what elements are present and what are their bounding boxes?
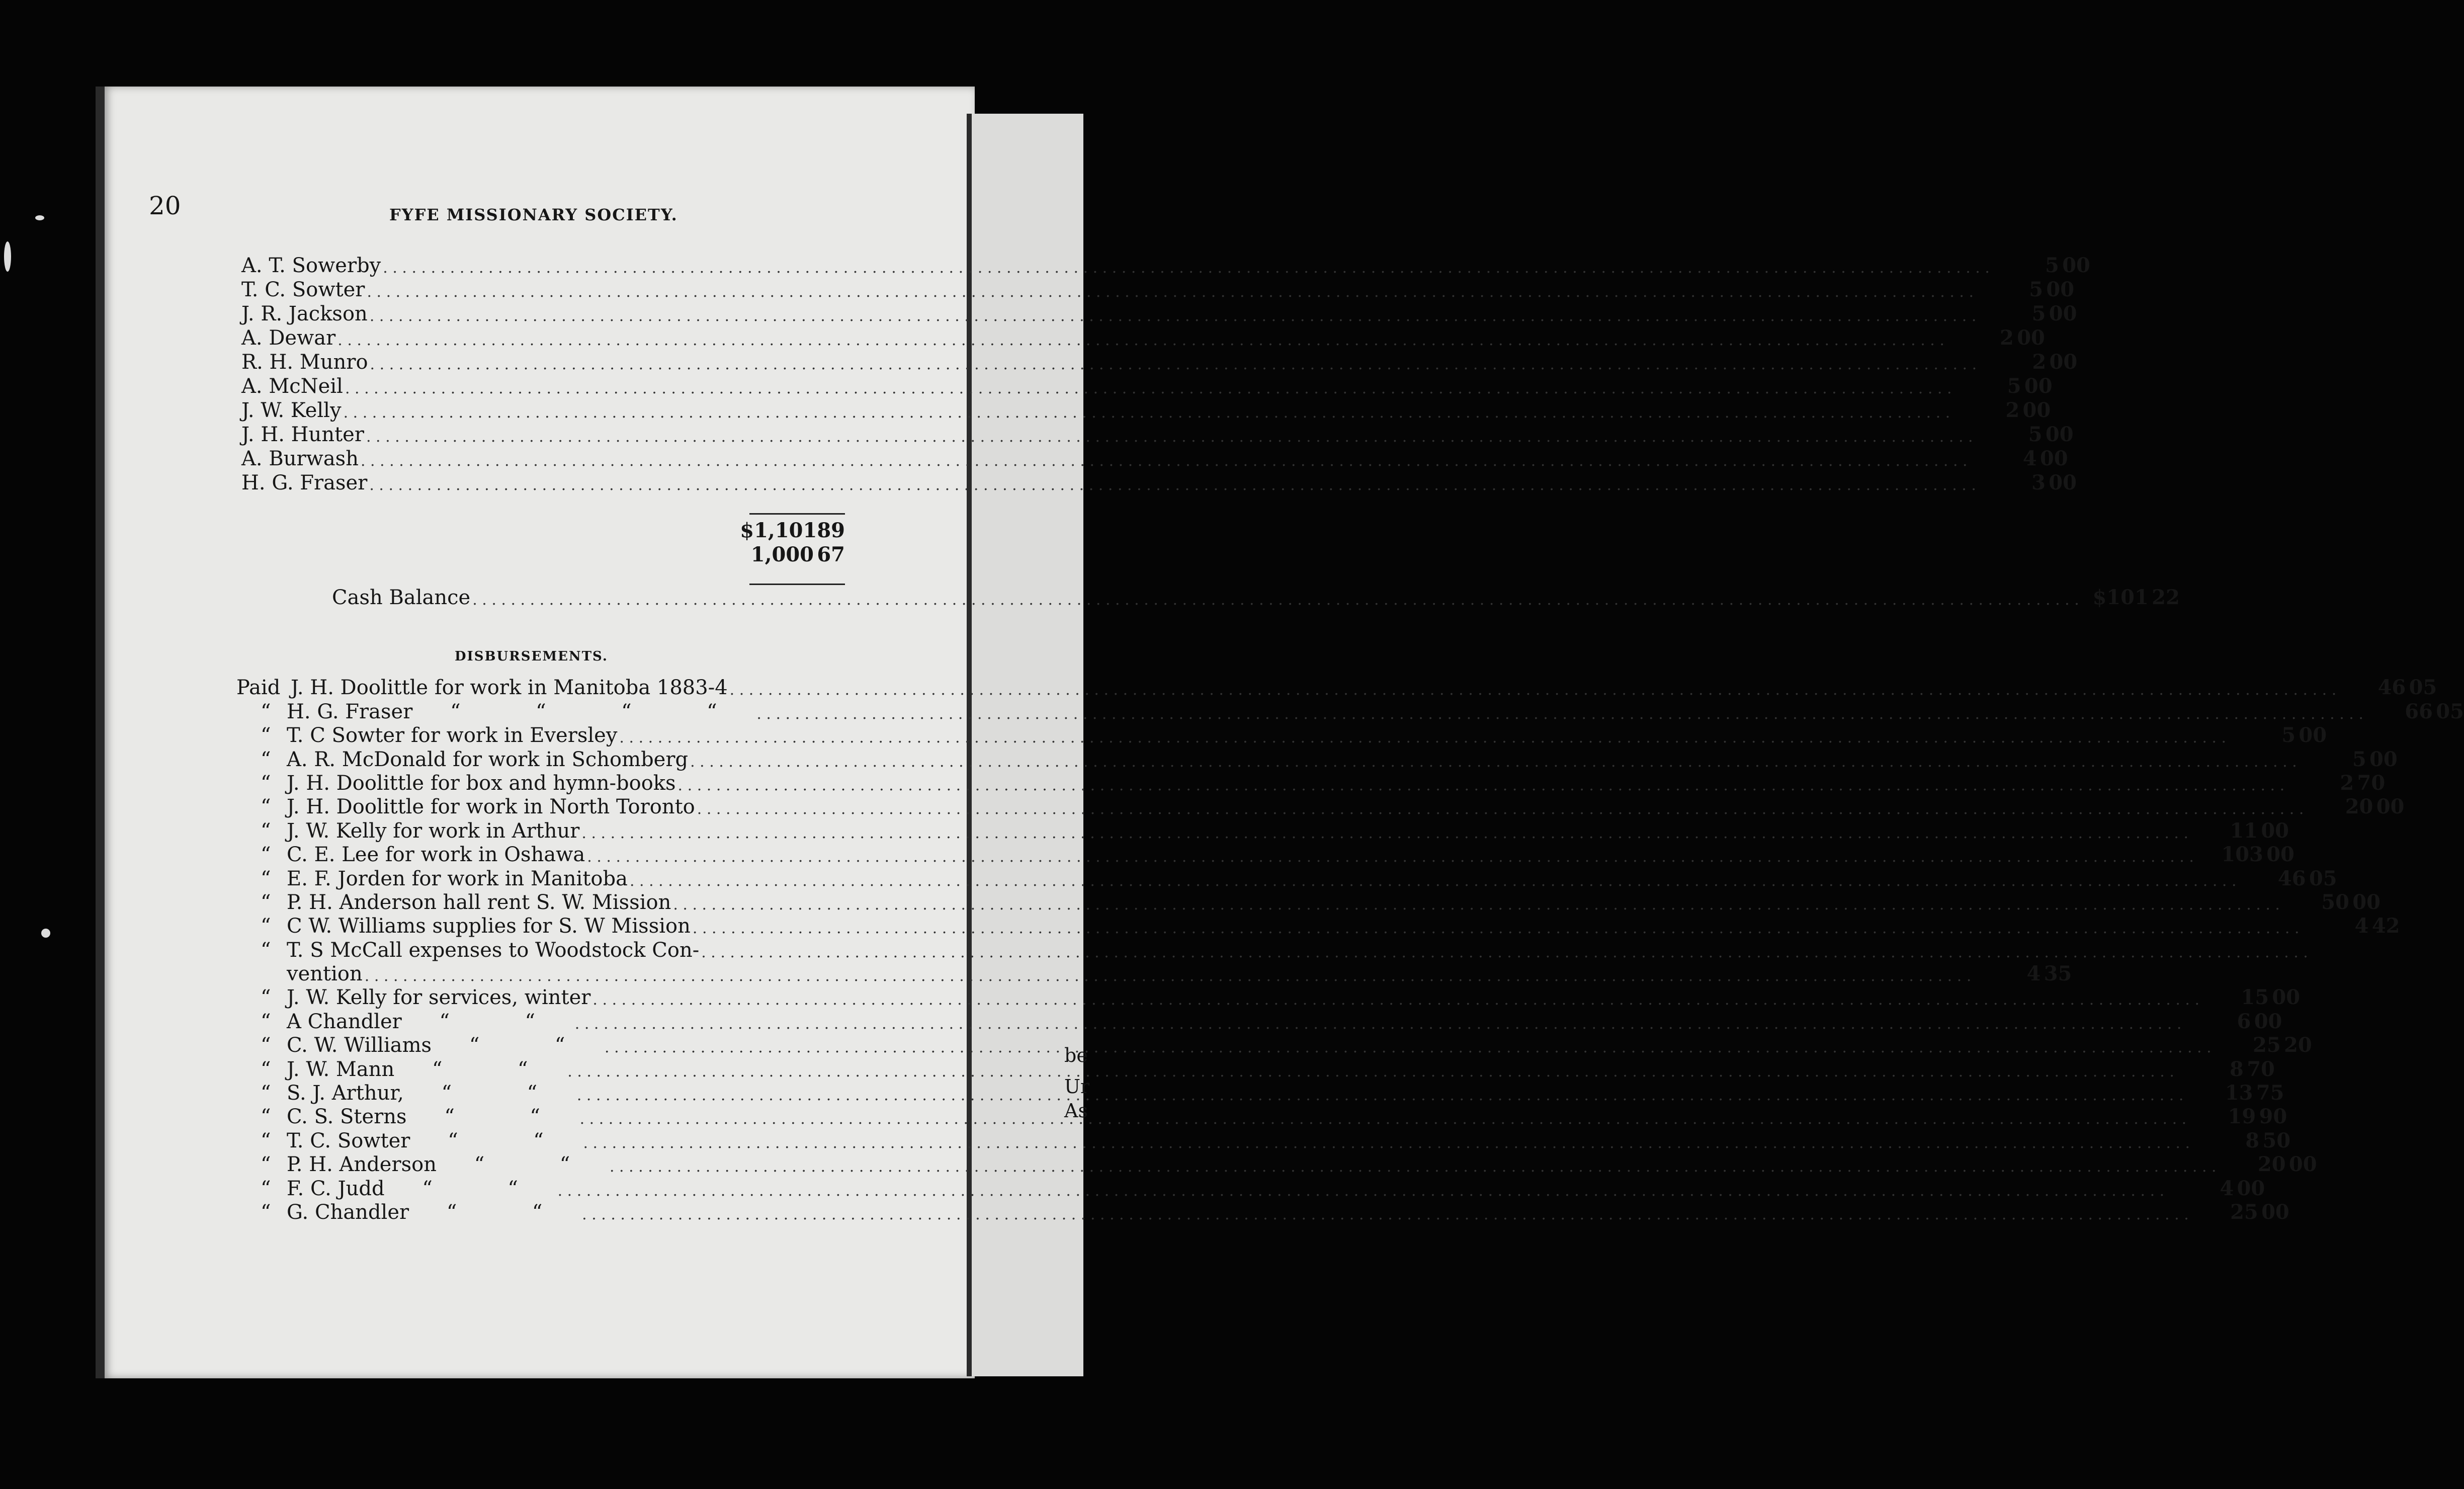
disbursement-description: vention (287, 962, 363, 986)
amount-dollars: 3 (2031, 471, 2046, 494)
leader-dots (364, 430, 1973, 445)
ditto-mark: “ (621, 700, 632, 723)
ditto-mark: “ (261, 915, 271, 938)
disbursement-row (236, 1127, 2291, 1152)
ditto-mark: “ (261, 1010, 271, 1033)
ditto-marks (432, 1035, 603, 1055)
amount-dollars: 50 (2321, 890, 2349, 914)
contributor-name: R. H. Munro (241, 351, 368, 374)
ditto-mark: “ (261, 1105, 271, 1129)
amount-dollars: 5 (2028, 423, 2043, 446)
disbursement-amount (2199, 987, 2300, 1008)
disbursement-row (236, 841, 2295, 867)
amount-cents: 00 (2254, 1009, 2282, 1033)
disbursement-description: J. W. Mann (287, 1057, 395, 1081)
amount-cents: 75 (2256, 1081, 2284, 1105)
ditto-mark: “ (261, 819, 271, 843)
leader-dots (470, 593, 2079, 608)
amount-cents: 00 (2024, 374, 2053, 398)
disbursement-amount (2174, 1059, 2275, 1080)
disbursed-total-cents: 67 (817, 543, 845, 566)
ditto-mark: “ (261, 1129, 271, 1152)
leader-dots (578, 1112, 2187, 1127)
disbursement-row (236, 865, 2337, 890)
disbursement-row (236, 889, 2381, 914)
ditto-mark: “ (422, 1177, 433, 1200)
disbursements-heading: DISBURSEMENTS. (455, 649, 608, 664)
amount-dollars: 4 (2026, 962, 2041, 986)
cash-balance-amount (2079, 588, 2180, 608)
disbursement-amount (2363, 699, 2464, 723)
amount-dollars: 103 (2221, 843, 2263, 867)
cash-balance-row (332, 584, 2180, 609)
disbursement-description: A. R. McDonald for work in Schomberg (287, 748, 689, 771)
ditto-mark: “ (439, 1010, 450, 1033)
leader-dots (343, 381, 1952, 396)
receipt-row (241, 324, 2045, 350)
ditto-marks (410, 1131, 581, 1151)
ditto-mark: “ (261, 890, 271, 914)
amount-cents: 00 (2022, 398, 2051, 422)
amount-cents: 90 (2259, 1105, 2287, 1129)
receipt-row (241, 469, 2077, 494)
contributor-name: T. C. Sowter (241, 278, 365, 301)
disbursement-amount (2237, 866, 2337, 890)
ditto-marks (402, 1012, 573, 1032)
ditto-mark: “ (261, 700, 271, 723)
ditto-mark: “ (446, 1200, 457, 1224)
amount-cents: 20 (2283, 1033, 2312, 1057)
ditto-mark: “ (530, 1105, 540, 1129)
amount-cents: 00 (2049, 350, 2078, 374)
disbursement-amount (2181, 1009, 2282, 1033)
leader-dots (565, 1064, 2174, 1080)
amount-dollars: 5 (2029, 278, 2044, 301)
ditto-marks (385, 1179, 556, 1199)
amount-cents: 00 (2049, 302, 2077, 325)
facing-page-fragment: be (1064, 1044, 1088, 1066)
leader-dots (368, 309, 1977, 324)
ditto-mark: “ (261, 843, 271, 867)
amount-dollars: 2 (2032, 350, 2047, 374)
receipt-amount (1977, 352, 2077, 372)
ditto-mark: “ (261, 1177, 271, 1200)
disbursement-amount (2183, 1083, 2284, 1103)
ditto-marks (404, 1083, 575, 1103)
disbursement-amount (2226, 725, 2327, 746)
ditto-mark: “ (559, 1153, 570, 1177)
ditto-mark: “ (261, 1082, 271, 1105)
amount-dollars: 5 (2031, 302, 2046, 325)
amount-cents: 05 (2436, 699, 2464, 723)
ditto-marks (394, 1059, 565, 1080)
ditto-mark: “ (533, 1129, 544, 1152)
amount-dollars: 5 (2281, 723, 2296, 748)
amount-dollars: 19 (2228, 1105, 2256, 1129)
disbursement-row (236, 1080, 2284, 1105)
amount-cents: 00 (2237, 1176, 2265, 1200)
disbursement-amount (2212, 1035, 2312, 1055)
leader-dots (359, 454, 1968, 469)
leader-dots (335, 333, 1944, 348)
disbursement-row (236, 1199, 2289, 1224)
leader-dots (580, 1207, 2189, 1222)
ditto-mark: “ (261, 748, 271, 771)
leader-dots (579, 826, 2188, 841)
disbursement-row (236, 746, 2398, 771)
amount-dollars: 46 (2377, 676, 2406, 700)
receipt-row (241, 276, 2075, 301)
amount-cents: 70 (2247, 1057, 2275, 1081)
amount-cents: 00 (2352, 890, 2381, 914)
amount-dollars: 2 (2000, 326, 2014, 350)
disbursement-description: T. C Sowter for work in Eversley (287, 724, 618, 748)
receipt-amount (1952, 376, 2053, 396)
leader-dots (363, 969, 1972, 984)
disbursement-description: H. G. Fraser (287, 700, 413, 723)
amount-dollars: 66 (2405, 699, 2433, 723)
disbursement-amount (2217, 1154, 2317, 1175)
disbursement-description: A Chandler (287, 1010, 402, 1033)
leader-dots (699, 945, 2308, 960)
receipt-amount (1968, 449, 2068, 469)
amount-cents: 50 (2262, 1128, 2291, 1152)
contributor-name: H. G. Fraser (241, 471, 368, 494)
ditto-mark: “ (450, 700, 461, 723)
amount-cents: 00 (2040, 447, 2068, 470)
ditto-marks (437, 1154, 608, 1175)
receipts-total (740, 518, 845, 542)
contributor-name: A. Dewar (241, 326, 336, 350)
film-speck (41, 929, 50, 938)
receipts-total-cents: 89 (817, 519, 845, 542)
leader-dots (603, 1040, 2212, 1055)
cash-balance-label: Cash Balance (332, 586, 471, 609)
amount-dollars: 20 (2345, 795, 2373, 819)
disbursement-row (236, 722, 2327, 748)
leader-dots (590, 992, 2199, 1008)
amount-cents: 70 (2357, 771, 2386, 795)
receipt-amount (1976, 304, 2077, 324)
contributor-name: J. W. Kelly (241, 399, 342, 422)
disbursement-amount (2297, 747, 2398, 771)
ditto-mark: “ (536, 700, 546, 723)
disbursement-row (236, 674, 2437, 700)
disbursement-row (236, 770, 2386, 795)
disbursement-amount (2189, 1202, 2289, 1222)
ditto-mark: “ (532, 1200, 543, 1224)
disbursement-row (236, 960, 2072, 986)
disbursement-description: P. H. Anderson (287, 1153, 437, 1177)
ditto-mark: “ (261, 938, 271, 962)
disbursement-amount (2280, 892, 2381, 913)
disbursement-description: J. H. Doolittle for box and hymn-books (287, 771, 676, 795)
disbursement-amount (2284, 773, 2385, 793)
leader-dots (585, 850, 2194, 865)
ditto-marks (412, 702, 754, 722)
disbursement-row (236, 698, 2464, 723)
leader-dots (342, 405, 1950, 421)
disbursement-row (236, 793, 2405, 819)
running-head: FYFE MISSIONARY SOCIETY. (389, 205, 678, 224)
receipt-row (241, 252, 2090, 277)
disbursement-description: G. Chandler (287, 1200, 409, 1224)
ditto-mark: “ (261, 795, 271, 819)
ditto-mark: “ (261, 867, 271, 890)
disbursement-row (236, 1151, 2317, 1177)
amount-cents: 05 (2309, 866, 2337, 890)
leader-dots (628, 874, 2237, 889)
amount-cents: 00 (2045, 423, 2074, 446)
disbursed-total (749, 542, 845, 566)
paid-label: Paid (236, 676, 281, 700)
page-number: 20 (149, 191, 181, 220)
ditto-mark: “ (261, 771, 271, 795)
ditto-mark: “ (507, 1177, 518, 1200)
amount-dollars: 11 (2230, 818, 2258, 843)
leader-dots (556, 1184, 2165, 1199)
disbursement-row (236, 817, 2289, 843)
disbursement-description: F. C. Judd (287, 1177, 385, 1200)
amount-cents: 00 (2062, 254, 2090, 277)
amount-dollars: 5 (2007, 374, 2021, 398)
ditto-mark: “ (261, 1057, 271, 1081)
ditto-mark: “ (441, 1082, 452, 1105)
contributor-name: A. T. Sowerby (241, 254, 381, 277)
ditto-marks (409, 1202, 580, 1222)
amount-dollars: 8 (2245, 1128, 2260, 1152)
amount-cents: 05 (2409, 676, 2437, 700)
ditto-mark: “ (527, 1082, 538, 1105)
amount-cents: 00 (2272, 985, 2301, 1010)
receipt-amount (1973, 425, 2074, 445)
leader-dots (691, 921, 2300, 936)
ditto-mark: “ (261, 724, 271, 748)
amount-dollars: 20 (2257, 1152, 2286, 1177)
leader-dots (368, 357, 1977, 372)
disbursement-row (236, 984, 2301, 1010)
receipt-row (241, 300, 2077, 325)
disbursement-description: C. E. Lee for work in Oshawa (287, 843, 585, 867)
receipt-row (241, 348, 2078, 374)
disbursement-amount (2164, 1176, 2265, 1200)
ditto-mark: “ (261, 1200, 271, 1224)
ditto-mark: “ (518, 1057, 528, 1081)
amount-dollars: 5 (2045, 254, 2059, 277)
receipt-row (241, 421, 2074, 446)
receipt-row (241, 372, 2053, 398)
facing-page-fragment: Ur (1064, 1076, 1090, 1098)
ditto-mark: “ (525, 1010, 535, 1033)
amount-cents: 00 (2049, 471, 2077, 494)
disbursement-row (236, 1175, 2265, 1200)
ditto-mark: “ (707, 700, 717, 723)
leader-dots (608, 1160, 2217, 1175)
ditto-mark: “ (261, 986, 271, 1010)
receipt-row (241, 445, 2068, 470)
disbursement-amount (2190, 1128, 2291, 1152)
amount-cents: 00 (2046, 278, 2075, 301)
disbursements-list (236, 674, 2464, 1224)
disbursed-total-dollars: 1,000 (750, 543, 814, 566)
leader-dots (695, 802, 2304, 817)
amount-dollars: 25 (2230, 1200, 2258, 1224)
disbursement-description: C W. Williams supplies for S. W Mission (287, 915, 691, 938)
amount-dollars: 4 (2022, 447, 2037, 470)
leader-dots (676, 778, 2285, 793)
amount-dollars: 4 (2220, 1176, 2234, 1200)
amount-cents: 00 (2261, 818, 2289, 843)
amount-dollars: 46 (2277, 866, 2306, 890)
leader-dots (671, 897, 2280, 913)
amount-cents: 00 (2261, 1200, 2289, 1224)
amount-dollars: 15 (2241, 985, 2269, 1010)
disbursement-description: J. W. Kelly for work in Arthur (287, 819, 580, 843)
totals-block (740, 513, 845, 566)
contributor-name: J. H. Hunter (241, 423, 364, 446)
ditto-mark: “ (448, 1129, 458, 1152)
amount-dollars: 25 (2252, 1033, 2281, 1057)
disbursement-row (236, 936, 850, 960)
disbursement-amount (2186, 1107, 2287, 1127)
disbursement-description: J. H. Doolittle for work in North Toronto (287, 795, 695, 819)
amount-dollars: 2 (2340, 771, 2354, 795)
amount-cents: 00 (2266, 843, 2295, 867)
contributor-name: A. Burwash (241, 447, 359, 470)
rule-line (749, 513, 845, 515)
amount-dollars: 2 (2005, 398, 2020, 422)
amount-dollars: 13 (2225, 1081, 2253, 1105)
contributor-name: J. R. Jackson (241, 302, 368, 325)
ditto-mark: “ (261, 1153, 271, 1177)
ditto-mark: “ (474, 1153, 485, 1177)
disbursement-description: T. C. Sowter (287, 1129, 410, 1152)
ditto-mark: “ (444, 1105, 455, 1129)
receipt-amount (1944, 328, 2045, 348)
disbursement-description: S. J. Arthur, (287, 1082, 404, 1105)
leader-dots (617, 730, 2226, 746)
page-header (149, 191, 853, 224)
disbursement-amount (2188, 818, 2289, 843)
disbursement-description: J. H. Doolittle for work in Manitoba 1883-4 (291, 676, 728, 700)
film-speck (35, 215, 44, 220)
amount-cents: 00 (2288, 1152, 2317, 1177)
disbursement-amount (2304, 797, 2404, 817)
amount-cents: 42 (2371, 914, 2400, 938)
disbursement-description: J. W. Kelly for services, winter (287, 986, 591, 1010)
disbursement-amount (1971, 964, 2072, 984)
ditto-mark: “ (469, 1034, 480, 1057)
ditto-mark: “ (554, 1034, 565, 1057)
receipts-total-dollars: $1,101 (740, 519, 817, 542)
leader-dots (754, 707, 2363, 722)
amount-cents: 00 (2017, 326, 2045, 350)
leader-dots (367, 478, 1976, 493)
disbursement-description: C. S. Sterns (287, 1105, 407, 1129)
leader-dots (581, 1136, 2190, 1151)
cash-balance-dollars: $101 (2092, 586, 2149, 609)
receipt-amount (1976, 473, 2077, 493)
facing-page-fragment: As (1064, 1100, 1088, 1122)
disbursement-description: E. F. Jorden for work in Manitoba (287, 867, 628, 890)
leader-dots (688, 755, 2297, 770)
leader-dots (575, 1088, 2184, 1103)
amount-cents: 00 (2369, 747, 2398, 771)
leader-dots (728, 683, 2337, 698)
contributor-name: A. McNeil (241, 375, 343, 398)
amount-cents: 35 (2044, 962, 2072, 986)
receipt-row (241, 396, 2051, 422)
cash-balance-cents: 22 (2152, 586, 2180, 609)
disbursement-amount (2299, 916, 2400, 936)
receipt-amount (1974, 280, 2074, 300)
receipt-amount (1950, 400, 2051, 421)
receipts-list (241, 252, 2090, 494)
disbursement-description: T. S McCall expenses to Woodstock Con- (287, 938, 700, 962)
ditto-marks (407, 1107, 578, 1127)
leader-dots (573, 1017, 2182, 1032)
disbursement-description: P. H. Anderson hall rent S. W. Mission (287, 890, 671, 914)
amount-dollars: 5 (2352, 747, 2366, 771)
amount-dollars: 8 (2230, 1057, 2244, 1081)
amount-dollars: 6 (2237, 1009, 2251, 1033)
disbursement-description: C. W. Williams (287, 1034, 432, 1057)
disbursement-amount (2194, 845, 2295, 865)
amount-cents: 00 (2376, 795, 2405, 819)
disbursement-row (236, 913, 2400, 938)
ditto-mark: “ (261, 1034, 271, 1057)
amount-dollars: 4 (2354, 914, 2369, 938)
leader-dots (365, 285, 1974, 300)
amount-cents: 00 (2299, 723, 2327, 748)
film-speck (4, 241, 11, 272)
leader-dots (381, 261, 1990, 276)
disbursement-row (236, 1008, 2282, 1033)
disbursement-amount (2336, 678, 2437, 698)
ditto-mark: “ (432, 1057, 443, 1081)
receipt-amount (1990, 256, 2090, 276)
